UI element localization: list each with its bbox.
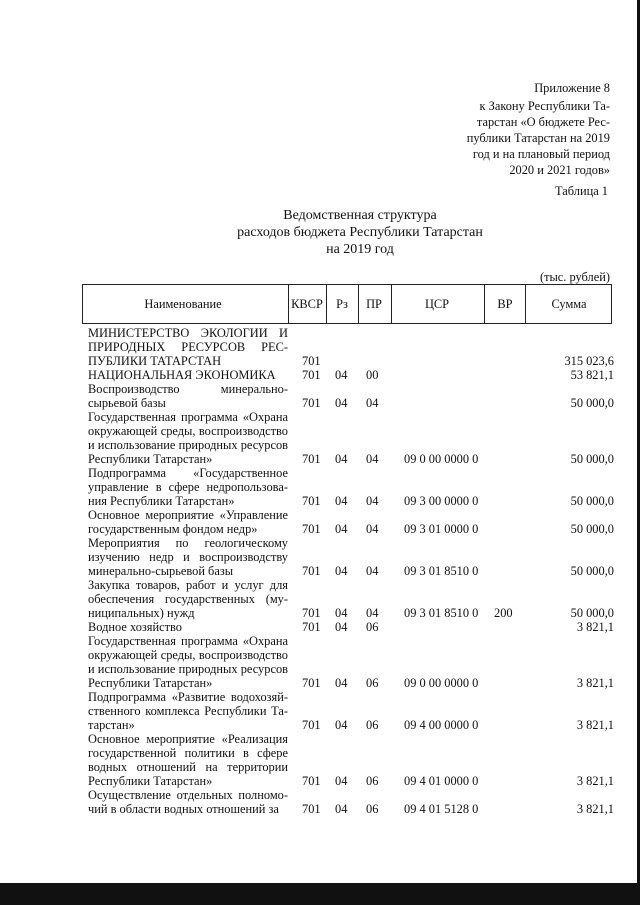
header-rz: Рз (336, 296, 348, 311)
row-name (88, 382, 288, 410)
row-name-line: Основное мероприятие «Управление (88, 508, 288, 522)
row-kvsr: 701 (302, 494, 321, 508)
row-name (88, 578, 288, 620)
row-name-line: Осуществление отдельных полномо- (88, 788, 288, 802)
row-vr (494, 494, 518, 508)
row-kvsr: 701 (302, 606, 321, 620)
table-row (88, 326, 618, 368)
row-name-line: и использование природных ресурсов (88, 662, 288, 676)
row-kvsr: 701 (302, 620, 321, 634)
row-pr: 00 (366, 368, 379, 382)
row-name-line: ниципальных) нужд (88, 606, 195, 620)
table-row (88, 382, 618, 410)
row-sum: 3 821,1 (576, 676, 614, 690)
row-sum: 3 821,1 (576, 802, 614, 816)
row-csr: 09 4 01 0000 0 (404, 774, 479, 788)
row-name-line: управление в сфере недропользова- (88, 480, 288, 494)
row-name (88, 508, 288, 536)
table-header (82, 284, 612, 324)
title-line: Ведомственная структура (283, 208, 437, 223)
title-line: расходов бюджета Республики Татарстан (237, 225, 483, 240)
header-vr: ВР (497, 296, 513, 311)
row-csr (404, 620, 484, 634)
row-kvsr: 701 (302, 368, 321, 382)
row-pr (366, 354, 386, 368)
table-row (88, 788, 618, 816)
header-pr: ПР (366, 296, 382, 311)
row-kvsr: 701 (302, 396, 321, 410)
row-rz: 04 (335, 368, 348, 382)
row-vr (494, 564, 518, 578)
row-csr (404, 396, 484, 410)
row-rz: 04 (335, 494, 348, 508)
row-name-line: ния Республики Татарстан» (88, 494, 235, 508)
row-pr: 06 (366, 802, 379, 816)
row-pr: 06 (366, 774, 379, 788)
row-kvsr: 701 (302, 452, 321, 466)
row-sum: 50 000,0 (570, 494, 614, 508)
row-sum: 53 821,1 (570, 368, 614, 382)
row-pr: 06 (366, 676, 379, 690)
row-name-line: сырьевой базы (88, 396, 166, 410)
table-row (88, 620, 618, 634)
row-vr (494, 396, 518, 410)
row-name (88, 634, 288, 690)
row-name-line: и использование природных ресурсов (88, 438, 288, 452)
row-csr: 09 3 01 0000 0 (404, 522, 479, 536)
units-note: (тыс. рублей) (539, 270, 610, 284)
table-row (88, 732, 618, 788)
row-name (88, 326, 288, 368)
row-name (88, 620, 288, 634)
row-pr: 04 (366, 564, 379, 578)
table-row (88, 634, 618, 690)
row-sum: 50 000,0 (570, 452, 614, 466)
row-vr (494, 676, 518, 690)
scan-edge-bottom (0, 883, 640, 905)
row-sum: 3 821,1 (576, 718, 614, 732)
row-sum: 50 000,0 (570, 396, 614, 410)
row-rz: 04 (335, 452, 348, 466)
row-vr (494, 802, 518, 816)
row-sum: 50 000,0 (570, 564, 614, 578)
title-line: на 2019 год (326, 242, 394, 257)
row-csr: 09 0 00 0000 0 (404, 452, 479, 466)
row-name (88, 690, 288, 732)
row-name-line: Государственная программа «Охрана (88, 634, 288, 648)
row-name-line: Государственная программа «Охрана (88, 410, 288, 424)
row-name-line: МИНИСТЕРСТВО ЭКОЛОГИИ И (88, 326, 288, 340)
row-name-line: Основное мероприятие «Реализация (88, 732, 288, 746)
row-csr: 09 3 01 8510 0 (404, 564, 479, 578)
table-row (88, 690, 618, 732)
row-pr: 04 (366, 396, 379, 410)
appendix-line: год и на плановый период (472, 147, 610, 161)
appendix-note (440, 80, 610, 178)
row-sum: 3 821,1 (576, 774, 614, 788)
row-rz: 04 (335, 396, 348, 410)
row-rz (335, 354, 355, 368)
table-number: Таблица 1 (555, 184, 608, 198)
row-name-line: НАЦИОНАЛЬНАЯ ЭКОНОМИКА (88, 368, 276, 382)
row-name-line: ственного комплекса Республики Та- (88, 704, 288, 718)
row-pr: 04 (366, 452, 379, 466)
row-vr (494, 452, 518, 466)
header-kvsr: КВСР (291, 296, 323, 311)
row-name-line: окружающей среды, воспроизводство (88, 648, 288, 662)
row-name-line: ПРИРОДНЫХ РЕСУРСОВ РЕС- (88, 340, 288, 354)
row-csr: 09 3 00 0000 0 (404, 494, 479, 508)
row-csr: 09 4 01 5128 0 (404, 802, 479, 816)
row-csr: 09 0 00 0000 0 (404, 676, 479, 690)
row-csr (404, 368, 484, 382)
row-rz: 04 (335, 676, 348, 690)
row-kvsr: 701 (302, 774, 321, 788)
appendix-line: 2020 и 2021 годов» (509, 163, 610, 177)
row-name-line: Республики Татарстан» (88, 774, 213, 788)
row-rz: 04 (335, 606, 348, 620)
row-sum: 50 000,0 (570, 522, 614, 536)
row-name-line: водных отношений на территории (88, 760, 288, 774)
row-name-line: Закупка товаров, работ и услуг для (88, 578, 288, 592)
row-name (88, 466, 288, 508)
row-pr: 04 (366, 522, 379, 536)
row-kvsr: 701 (302, 564, 321, 578)
row-sum: 3 821,1 (576, 620, 614, 634)
table-row (88, 410, 618, 466)
row-rz: 04 (335, 620, 348, 634)
row-kvsr: 701 (302, 522, 321, 536)
row-csr: 09 3 01 8510 0 (404, 606, 479, 620)
row-vr (494, 368, 518, 382)
document-title (160, 207, 560, 258)
appendix-line: к Закону Республики Та- (479, 99, 610, 113)
row-name-line: Водное хозяйство (88, 620, 183, 634)
table-row (88, 508, 618, 536)
row-name-line: Республики Татарстан» (88, 676, 213, 690)
row-pr: 04 (366, 494, 379, 508)
row-name-line: Мероприятия по геологическому (88, 536, 288, 550)
header-name: Наименование (144, 296, 222, 311)
row-name (88, 732, 288, 788)
row-name-line: государственной политики в сфере (88, 746, 288, 760)
row-vr (494, 522, 518, 536)
row-kvsr: 701 (302, 802, 321, 816)
appendix-line: публики Татарстан на 2019 (466, 131, 610, 145)
row-name-line: обеспечения государственных (му- (88, 592, 288, 606)
row-kvsr: 701 (302, 676, 321, 690)
table-row (88, 466, 618, 508)
row-name-line: окружающей среды, воспроизводство (88, 424, 288, 438)
row-csr: 09 4 00 0000 0 (404, 718, 479, 732)
row-csr (404, 354, 484, 368)
row-name-line: тарстан» (88, 718, 135, 732)
row-name-line: изучению недр и воспроизводству (88, 550, 288, 564)
row-kvsr: 701 (302, 718, 321, 732)
row-sum: 315 023,6 (564, 354, 614, 368)
row-name (88, 536, 288, 578)
row-name-line: ПУБЛИКИ ТАТАРСТАН (88, 354, 222, 368)
row-vr (494, 774, 518, 788)
row-rz: 04 (335, 802, 348, 816)
row-name-line: Воспроизводство минерально- (88, 382, 288, 396)
row-rz: 04 (335, 718, 348, 732)
row-name-line: Подпрограмма «Государственное (88, 466, 288, 480)
row-vr (494, 620, 518, 634)
row-vr: 200 (494, 606, 513, 620)
row-name-line: Республики Татарстан» (88, 452, 213, 466)
header-sum: Сумма (551, 296, 587, 311)
row-name (88, 788, 288, 816)
row-vr (494, 718, 518, 732)
row-kvsr: 701 (302, 354, 321, 368)
table-row (88, 536, 618, 578)
row-name-line: Подпрограмма «Развитие водохозяй- (88, 690, 288, 704)
appendix-line: Приложение 8 (534, 81, 610, 95)
row-name-line: минерально-сырьевой базы (88, 564, 234, 578)
row-pr: 06 (366, 718, 379, 732)
row-name (88, 368, 288, 382)
table-row (88, 578, 618, 620)
appendix-line: тарстан «О бюджете Рес- (476, 115, 610, 129)
row-name-line: государственным фондом недр» (88, 522, 258, 536)
row-rz: 04 (335, 774, 348, 788)
row-rz: 04 (335, 564, 348, 578)
table-row (88, 368, 618, 382)
row-name-line: чий в области водных отношений за (88, 802, 279, 816)
row-sum: 50 000,0 (570, 606, 614, 620)
row-name (88, 410, 288, 466)
row-rz: 04 (335, 522, 348, 536)
row-pr: 04 (366, 606, 379, 620)
row-vr (494, 354, 518, 368)
row-pr: 06 (366, 620, 379, 634)
header-csr: ЦСР (424, 296, 450, 311)
